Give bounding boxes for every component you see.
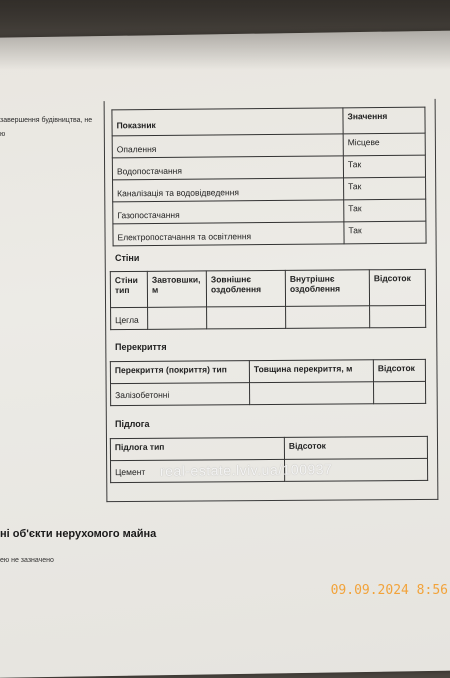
walls-header-interior: Внутрішнє оздоблення bbox=[285, 270, 369, 307]
walls-title: Стіни bbox=[115, 253, 140, 263]
floor-title: Підлога bbox=[115, 419, 150, 429]
ceiling-header-type: Перекриття (покриття) тип bbox=[110, 361, 249, 384]
ceiling-title: Перекриття bbox=[115, 342, 167, 352]
walls-cell: Цегла bbox=[111, 307, 148, 329]
indicator-name: Електропостачання та освітлення bbox=[113, 222, 344, 246]
photo-timestamp: 09.09.2024 8:56 bbox=[330, 583, 448, 598]
ceiling-header-percent: Відсоток bbox=[373, 359, 425, 381]
floor-header-percent: Відсоток bbox=[284, 436, 427, 459]
walls-cell bbox=[207, 306, 286, 329]
walls-header-exterior: Зовнішнє оздоблення bbox=[206, 270, 285, 307]
walls-header-thickness: Завтовшки, м bbox=[147, 271, 206, 307]
ceiling-cell: Залізобетонні bbox=[111, 383, 250, 406]
walls-cell bbox=[370, 305, 426, 327]
walls-header-percent: Відсоток bbox=[369, 269, 425, 305]
indicator-name: Опалення bbox=[112, 134, 343, 158]
indicator-value: Так bbox=[344, 177, 426, 200]
walls-table bbox=[110, 269, 426, 330]
left-margin-text-1: завершення будівництва, не bbox=[0, 117, 93, 124]
indicator-name: Каналізація та водовідведення bbox=[113, 178, 344, 202]
indicator-value: Місцеве bbox=[343, 133, 425, 156]
ceiling-cell bbox=[373, 381, 425, 403]
walls-cell bbox=[148, 307, 207, 329]
indicators-table bbox=[111, 107, 426, 247]
indicator-name: Водопостачання bbox=[112, 156, 343, 180]
walls-cell bbox=[286, 306, 370, 329]
watermark: real-estate.lviv.ua/100937 bbox=[159, 461, 333, 479]
indicator-value: Так bbox=[343, 155, 425, 178]
indicator-name: Газопостачання bbox=[113, 200, 344, 224]
floor-header-type: Підлога тип bbox=[110, 437, 284, 460]
floor-cell: Цемент bbox=[111, 459, 285, 482]
ceiling-header-thickness: Товщина перекриття, м bbox=[249, 360, 373, 383]
indicators-header-name: Показник bbox=[112, 108, 343, 136]
indicator-value: Так bbox=[344, 221, 426, 244]
left-margin-text-2: ю bbox=[0, 131, 6, 138]
walls-header-type: Стіни тип bbox=[110, 271, 147, 307]
section-note: ею не зазначено bbox=[0, 557, 54, 564]
section-heading: ні об'єкти нерухомого майна bbox=[0, 528, 157, 540]
ceiling-cell bbox=[250, 382, 374, 405]
indicators-header-value: Значення bbox=[343, 107, 425, 134]
indicator-value: Так bbox=[344, 199, 426, 222]
ceiling-table bbox=[110, 359, 426, 406]
